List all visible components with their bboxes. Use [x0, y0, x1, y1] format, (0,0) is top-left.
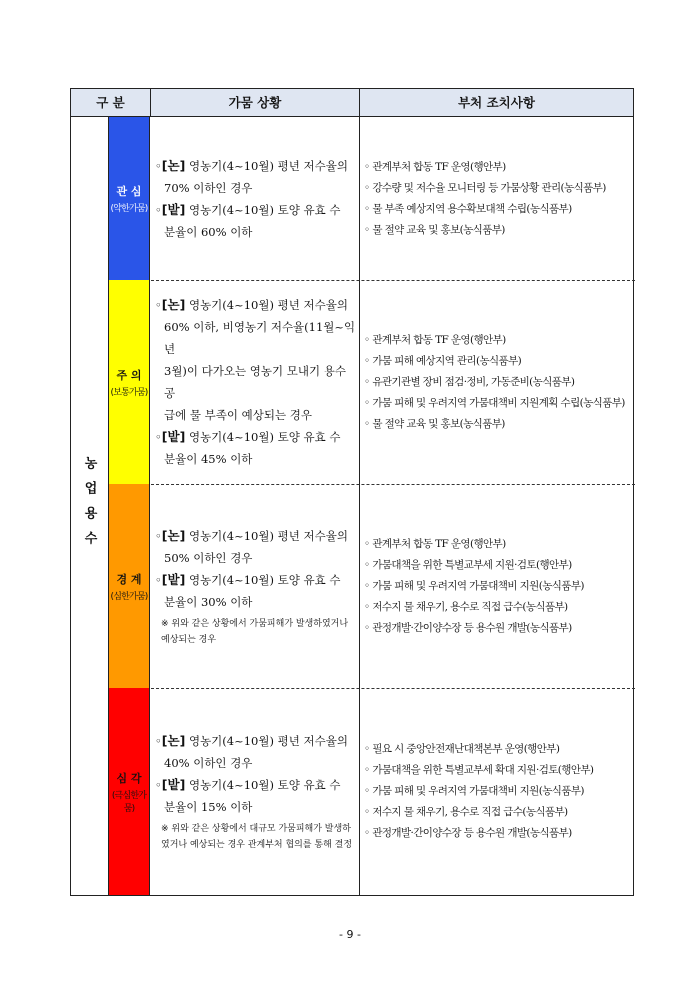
- situation-line: [155, 426, 357, 448]
- bullet-icon: ◦: [155, 298, 162, 312]
- field-type-tag: [밭]: [161, 777, 186, 792]
- situation-line: [155, 177, 357, 199]
- situation-line: [155, 155, 357, 177]
- header-gubun: 구 분: [96, 95, 125, 110]
- situation-text: 영농기(4~10월) 토양 유효 수: [185, 572, 341, 587]
- bullet-icon: ◦: [155, 430, 162, 444]
- level-subtitle: (극심한가뭄): [111, 790, 147, 814]
- situation-cell-1: [151, 117, 359, 280]
- action-item: ◦ 관계부처 합동 TF 운영(행안부): [364, 537, 506, 550]
- situation-cell-2: [151, 280, 359, 484]
- level-cell-4: [108, 688, 150, 895]
- action-item: ◦ 물 절약 교육 및 홍보(농식품부): [364, 417, 505, 430]
- action-item: ◦ 가뭄 피해 및 우려지역 가뭄대책비 지원(농식품부): [364, 785, 584, 797]
- action-item: ◦ 유관기관별 장비 점검·정비, 가동준비(농식품부): [364, 375, 575, 388]
- header-situation: 가뭄 상황: [228, 95, 282, 110]
- situation-line: [155, 796, 357, 818]
- actions-cell-4: [360, 688, 633, 895]
- situation-line: [155, 591, 357, 613]
- actions-cell-3: [360, 484, 633, 688]
- drought-response-table: [70, 88, 634, 896]
- level-name: 경 계: [116, 572, 142, 586]
- situation-text: 50% 이하인 경우: [164, 550, 253, 565]
- situation-cell-4: [151, 688, 359, 895]
- action-item: ◦ 관정개발·간이양수장 등 용수원 개발(농식품부): [364, 621, 572, 634]
- situation-line: [155, 752, 357, 774]
- bullet-icon: ◦: [155, 528, 162, 543]
- action-item: ◦ 물 부족 예상지역 용수확보대책 수립(농식품부): [364, 202, 572, 215]
- situation-note: ※ 위와 같은 상황에서 가뭄피해가 발생하였거나 예상되는 경우: [161, 618, 349, 645]
- situation-note: ※ 위와 같은 상황에서 대규모 가뭄피해가 발생하였거나 예상되는 경우 관계부처 협의를 통해 결정: [161, 824, 353, 850]
- bullet-icon: ◦: [155, 778, 162, 792]
- field-type-tag: [논]: [161, 733, 186, 748]
- field-type-tag: [밭]: [161, 429, 186, 444]
- action-item: ◦ 저수지 물 채우기, 용수로 직접 급수(농식품부): [364, 806, 568, 818]
- situation-line: [155, 730, 357, 752]
- situation-text: 영농기(4~10월) 평년 저수율의: [185, 298, 348, 312]
- level-cell-3: [108, 484, 150, 688]
- field-type-tag: [논]: [161, 297, 186, 312]
- level-cell-1: [108, 117, 150, 280]
- situation-text: 영농기(4~10월) 평년 저수율의: [185, 158, 348, 173]
- level-name: 심 각: [116, 771, 142, 785]
- situation-text: 분율이 60% 이하: [164, 224, 253, 239]
- category-cell: [71, 117, 107, 895]
- level-subtitle: (약한가뭄): [110, 204, 148, 214]
- situation-text: 영농기(4~10월) 평년 저수율의: [185, 734, 348, 748]
- table-header: [71, 89, 633, 117]
- bullet-icon: ◦: [155, 572, 162, 587]
- page-number: - 9 -: [339, 928, 361, 941]
- action-item: ◦ 필요 시 중앙안전재난대책본부 운영(행안부): [364, 743, 560, 755]
- situation-text: 60% 이하, 비영농기 저수율(11월~익년: [164, 320, 356, 356]
- action-item: ◦ 관계부처 합동 TF 운영(행안부): [364, 333, 506, 346]
- situation-text: 분율이 30% 이하: [164, 594, 253, 609]
- field-type-tag: [논]: [161, 157, 186, 173]
- action-item: ◦ 저수지 물 채우기, 용수로 직접 급수(농식품부): [364, 600, 568, 613]
- field-type-tag: [밭]: [161, 571, 186, 587]
- field-type-tag: [밭]: [161, 201, 186, 217]
- action-item: ◦ 관계부처 합동 TF 운영(행안부): [364, 160, 506, 173]
- level-cell-2: [108, 280, 150, 484]
- action-item: ◦ 가뭄대책을 위한 특별교부세 지원·검토(행안부): [364, 558, 572, 571]
- situation-text: 영농기(4~10월) 평년 저수율의: [185, 528, 348, 543]
- level-name: 관 심: [116, 185, 142, 198]
- situation-line: [155, 448, 357, 470]
- field-type-tag: [논]: [161, 527, 186, 543]
- situation-line: [155, 774, 357, 796]
- situation-line: [155, 316, 357, 360]
- action-item: ◦ 물 절약 교육 및 홍보(농식품부): [364, 223, 505, 236]
- action-item: ◦ 가뭄대책을 위한 특별교부세 확대 지원·검토(행안부): [364, 764, 594, 776]
- action-item: ◦ 관정개발·간이양수장 등 용수원 개발(농식품부): [364, 827, 572, 839]
- situation-line: [155, 569, 357, 591]
- level-subtitle: (심한가뭄): [110, 591, 148, 602]
- situation-line: [155, 525, 357, 547]
- actions-cell-1: [360, 117, 633, 280]
- bullet-icon: ◦: [155, 202, 162, 217]
- category-label: 농업용수: [81, 456, 97, 556]
- situation-cell-3: [151, 484, 359, 688]
- action-item: ◦ 가뭄 피해 예상지역 관리(농식품부): [364, 354, 522, 367]
- bullet-icon: ◦: [155, 158, 162, 173]
- situation-text: 분율이 45% 이하: [164, 452, 253, 466]
- situation-text: 급에 물 부족이 예상되는 경우: [164, 408, 312, 422]
- level-name: 주 의: [116, 368, 142, 382]
- action-item: ◦ 가뭄 피해 및 우려지역 가뭄대책비 지원계획 수립(농식품부): [364, 396, 625, 409]
- situation-line: [155, 199, 357, 221]
- situation-text: 3월)이 다가오는 영농기 모내기 용수공: [164, 364, 346, 400]
- situation-text: 70% 이하인 경우: [164, 180, 253, 195]
- situation-text: 분율이 15% 이하: [164, 800, 253, 814]
- bullet-icon: ◦: [155, 734, 162, 748]
- header-actions: 부처 조치사항: [458, 95, 535, 110]
- level-subtitle: (보통가뭄): [110, 387, 148, 398]
- header-divider: [150, 89, 151, 117]
- situation-line: [155, 294, 357, 316]
- situation-line: [155, 547, 357, 569]
- situation-line: [155, 404, 357, 426]
- situation-text: 영농기(4~10월) 토양 유효 수: [185, 202, 341, 217]
- situation-line: [155, 221, 357, 243]
- situation-text: 40% 이하인 경우: [164, 756, 253, 770]
- action-item: ◦ 가뭄 피해 및 우려지역 가뭄대책비 지원(농식품부): [364, 579, 584, 592]
- situation-text: 영농기(4~10월) 토양 유효 수: [185, 778, 341, 792]
- action-item: ◦ 강수량 및 저수율 모니터링 등 가뭄상황 관리(농식품부): [364, 181, 606, 194]
- actions-cell-2: [360, 280, 633, 484]
- situation-line: [155, 360, 357, 404]
- situation-text: 영농기(4~10월) 토양 유효 수: [185, 430, 341, 444]
